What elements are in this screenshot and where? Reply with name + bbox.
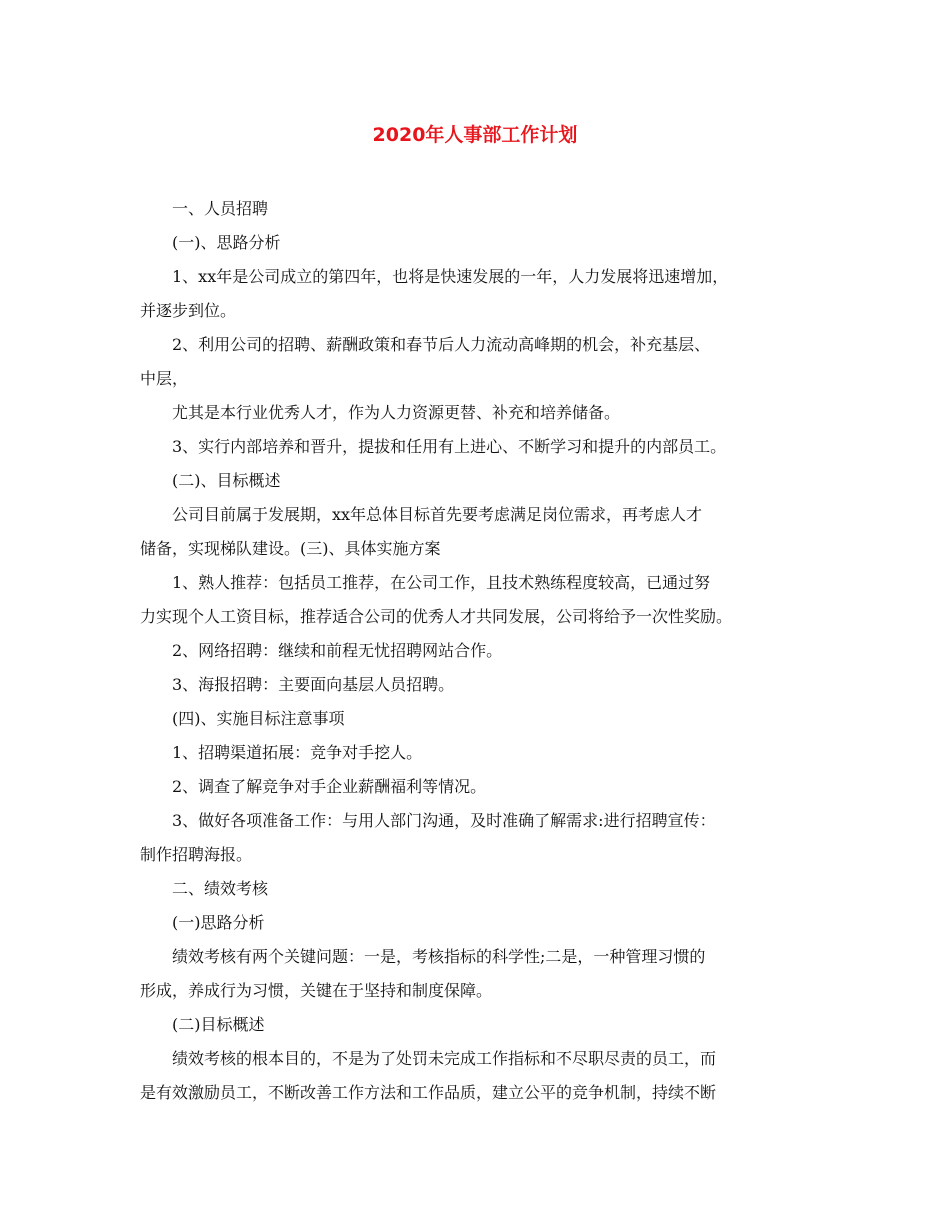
body-line: 并逐步到位。: [140, 301, 237, 320]
body-line: 绩效考核的根本目的，不是为了处罚未完成工作指标和不尽职尽责的员工，而: [172, 1049, 717, 1068]
body-line: 1、xx年是公司成立的第四年，也将是快速发展的一年，人力发展将迅速增加，: [172, 267, 729, 286]
body-line: (四)、实施目标注意事项: [172, 709, 345, 728]
body-line: 公司目前属于发展期，xx年总体目标首先要考虑满足岗位需求，再考虑人才: [172, 505, 703, 524]
body-line: 二、绩效考核: [172, 879, 269, 898]
body-line: 2、调查了解竞争对手企业薪酬福利等情况。: [172, 777, 487, 796]
body-line: 3、做好各项准备工作：与用人部门沟通，及时准确了解需求:进行招聘宣传：: [172, 811, 716, 830]
body-line: 制作招聘海报。: [140, 845, 253, 864]
body-line: (一)、思路分析: [172, 233, 281, 252]
body-line: 1、熟人推荐：包括员工推荐，在公司工作，且技术熟练程度较高，已通过努: [172, 573, 711, 592]
body-line: 绩效考核有两个关键问题：一是，考核指标的科学性;二是，一种管理习惯的: [172, 947, 706, 966]
document-body: [140, 192, 820, 1110]
body-line: (二)、目标概述: [172, 471, 281, 490]
body-line: 一、人员招聘: [172, 199, 269, 218]
body-line: 中层，: [140, 369, 189, 388]
body-line: 尤其是本行业优秀人才，作为人力资源更替、补充和培养储备。: [172, 403, 621, 422]
body-line: 2、利用公司的招聘、薪酬政策和春节后人力流动高峰期的机会，补充基层、: [172, 335, 711, 354]
body-line: 2、网络招聘：继续和前程无忧招聘网站合作。: [172, 641, 503, 660]
body-line: (一)思路分析: [172, 913, 265, 932]
body-line: (二)目标概述: [172, 1015, 265, 1034]
body-line: 3、实行内部培养和晋升，提拔和任用有上进心、不断学习和提升的内部员工。: [172, 437, 727, 456]
body-line: 3、海报招聘：主要面向基层人员招聘。: [172, 675, 455, 694]
body-line: 1、招聘渠道拓展：竞争对手挖人。: [172, 743, 423, 762]
body-line: 储备，实现梯队建设。(三)、具体实施方案: [140, 539, 441, 558]
body-line: 形成，养成行为习惯，关键在于坚持和制度保障。: [140, 981, 493, 1000]
body-line: 力实现个人工资目标，推荐适合公司的优秀人才共同发展，公司将给予一次性奖励。: [140, 607, 733, 626]
body-line: 是有效激励员工，不断改善工作方法和工作品质，建立公平的竞争机制，持续不断: [140, 1083, 717, 1102]
document-title: 2020年人事部工作计划: [372, 124, 578, 146]
